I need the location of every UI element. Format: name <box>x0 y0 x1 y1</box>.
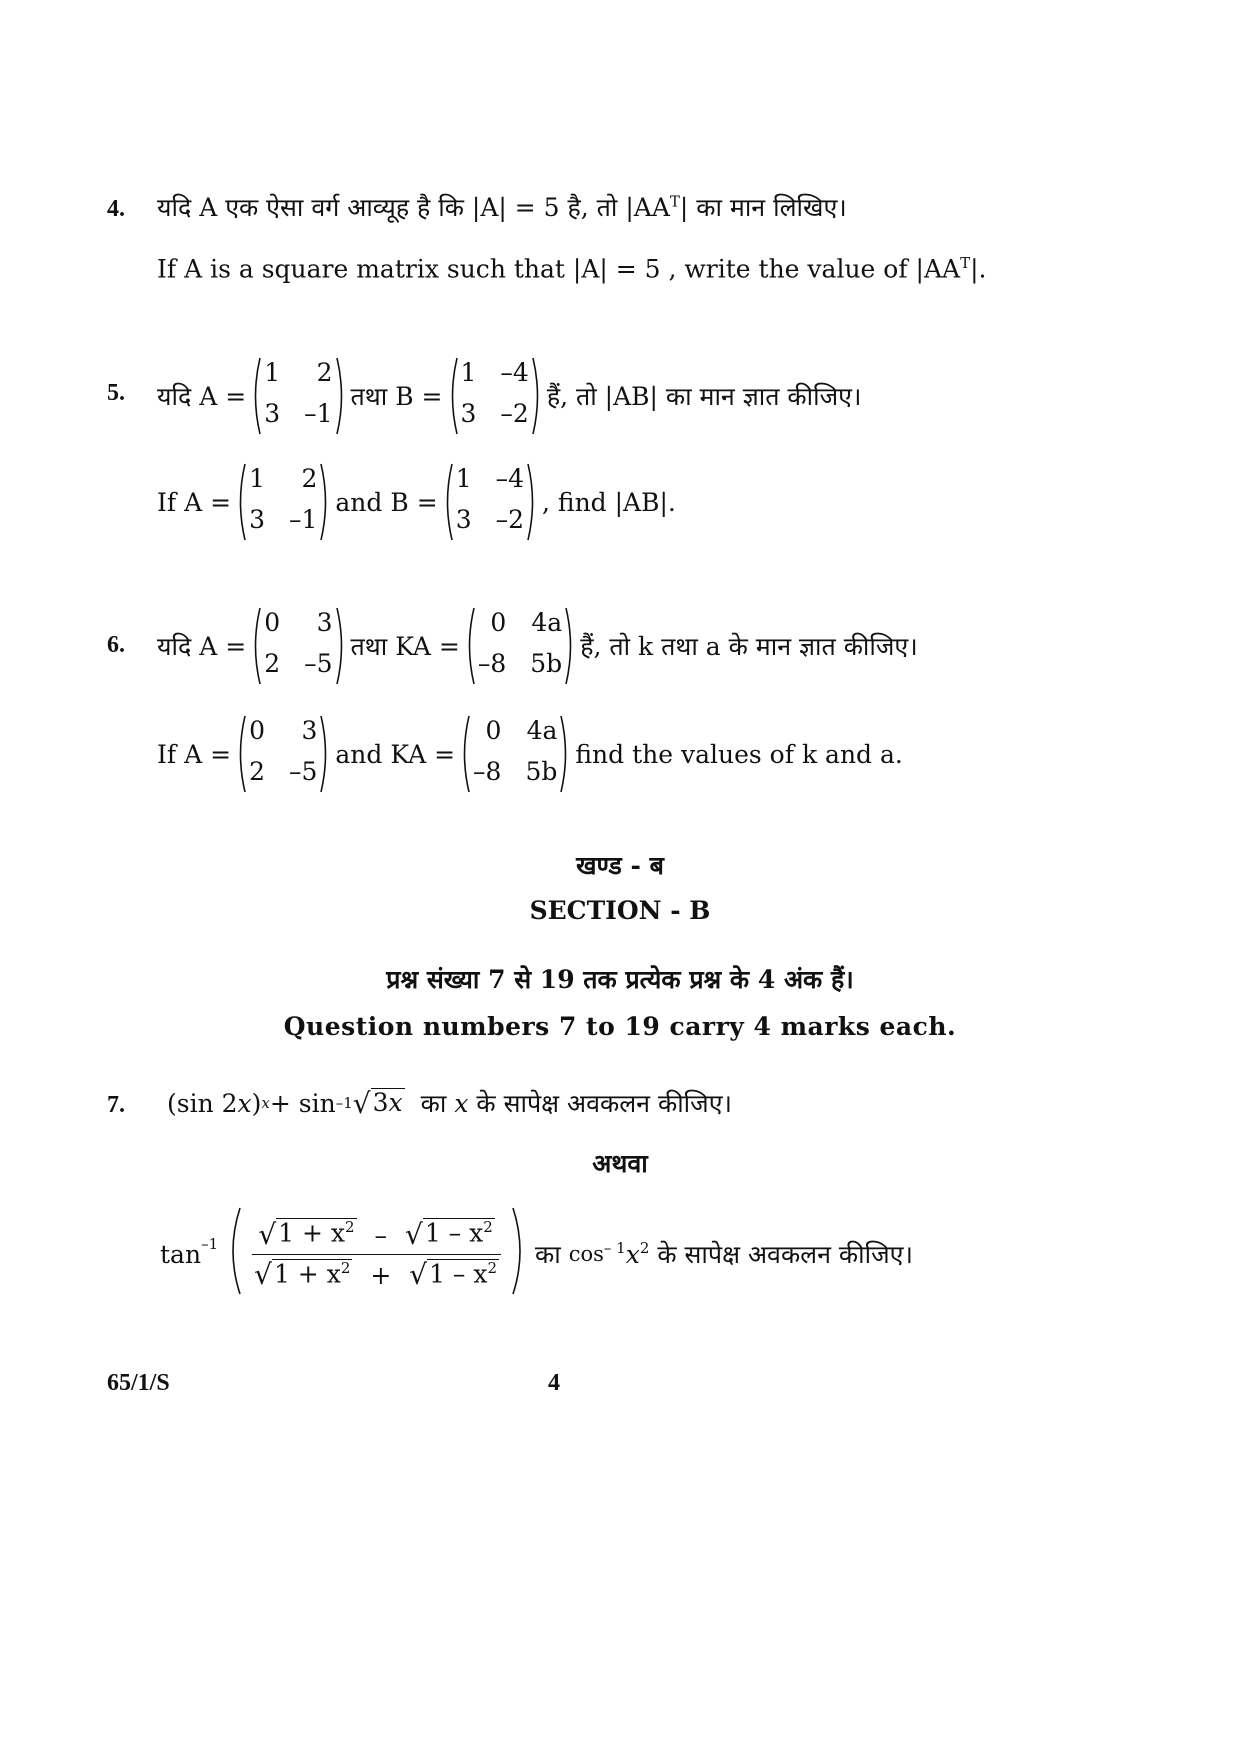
q5-en-matrix-b: 1 –4 3 –2 <box>442 462 538 542</box>
q6-hindi: यदि A = 0 3 2 –5 तथा KA = 0 4a –8 5b हैं, तो k तथा a के मान ज्ञात कीजिए। <box>157 606 918 686</box>
paper-code: 65/1/S <box>107 1370 170 1396</box>
q6-matrix-a: 0 3 2 –5 <box>250 606 346 686</box>
q6-en-matrix-ka: 0 4a –8 5b <box>459 714 571 794</box>
q7-expression: (sin 2 x ) x + sin –1 √ 3x का x के सापेक्ष अवकलन कीजिए। <box>167 1086 732 1120</box>
sqrt-3x: √ 3x <box>352 1086 403 1120</box>
q5-hindi: यदि A = 1 2 3 –1 तथा B = 1 –4 3 –2 हैं, तो |AB| का मान ज्ञात कीजिए। <box>157 356 861 436</box>
q6-en-matrix-a: 0 3 2 –5 <box>235 714 331 794</box>
or-label: अथवा <box>592 1149 648 1178</box>
q5-matrix-a: 1 2 3 –1 <box>250 356 346 436</box>
q4-english: If A is a square matrix such that |A| = 5 , write the value of $|AA^T|$. <box>157 254 987 284</box>
q4-hindi: यदि A एक ऐसा वर्ग आव्यूह है कि |A| = 5 है, तो $|AA^T|$ का मान लिखिए। <box>157 192 847 222</box>
q7-number: 7. <box>107 1092 125 1118</box>
section-note-english: Question numbers 7 to 19 carry 4 marks each. <box>283 1012 957 1041</box>
q4-number: 4. <box>107 196 125 222</box>
q5-english: If A = 1 2 3 –1 and B = 1 –4 3 –2 , find |AB|. <box>157 462 676 542</box>
section-title-hindi: खण्ड - ब <box>576 851 664 880</box>
section-title-english: SECTION - B <box>529 896 711 925</box>
q7-fraction: √ $1 + x^2$ – √ $1 - x^2$ √ $1 + x^2$ + √ $1 - x^2$ <box>248 1218 505 1289</box>
q6-english: If A = 0 3 2 –5 and KA = 0 4a –8 5b find the values of k and a. <box>157 714 903 794</box>
section-note-hindi: प्रश्न संख्या 7 से 19 तक प्रत्येक प्रश्न के 4 अंक हैं। <box>386 965 854 994</box>
q6-matrix-ka: 0 4a –8 5b <box>464 606 576 686</box>
q7-alt-expression: tan $^{-1}$ √ $1 + x^2$ – √ $1 - x^2$ √ $1 + x^2$ + √ $1 - x^2$ का cos $^{- 1}$ x $^2$ के सापेक्ष अवकलन कीजिए। <box>160 1206 913 1302</box>
page-number: 4 <box>548 1370 560 1396</box>
q5-number: 5. <box>107 380 125 406</box>
q5-en-matrix-a: 1 2 3 –1 <box>235 462 331 542</box>
q5-matrix-b: 1 –4 3 –2 <box>447 356 543 436</box>
q6-number: 6. <box>107 632 125 658</box>
